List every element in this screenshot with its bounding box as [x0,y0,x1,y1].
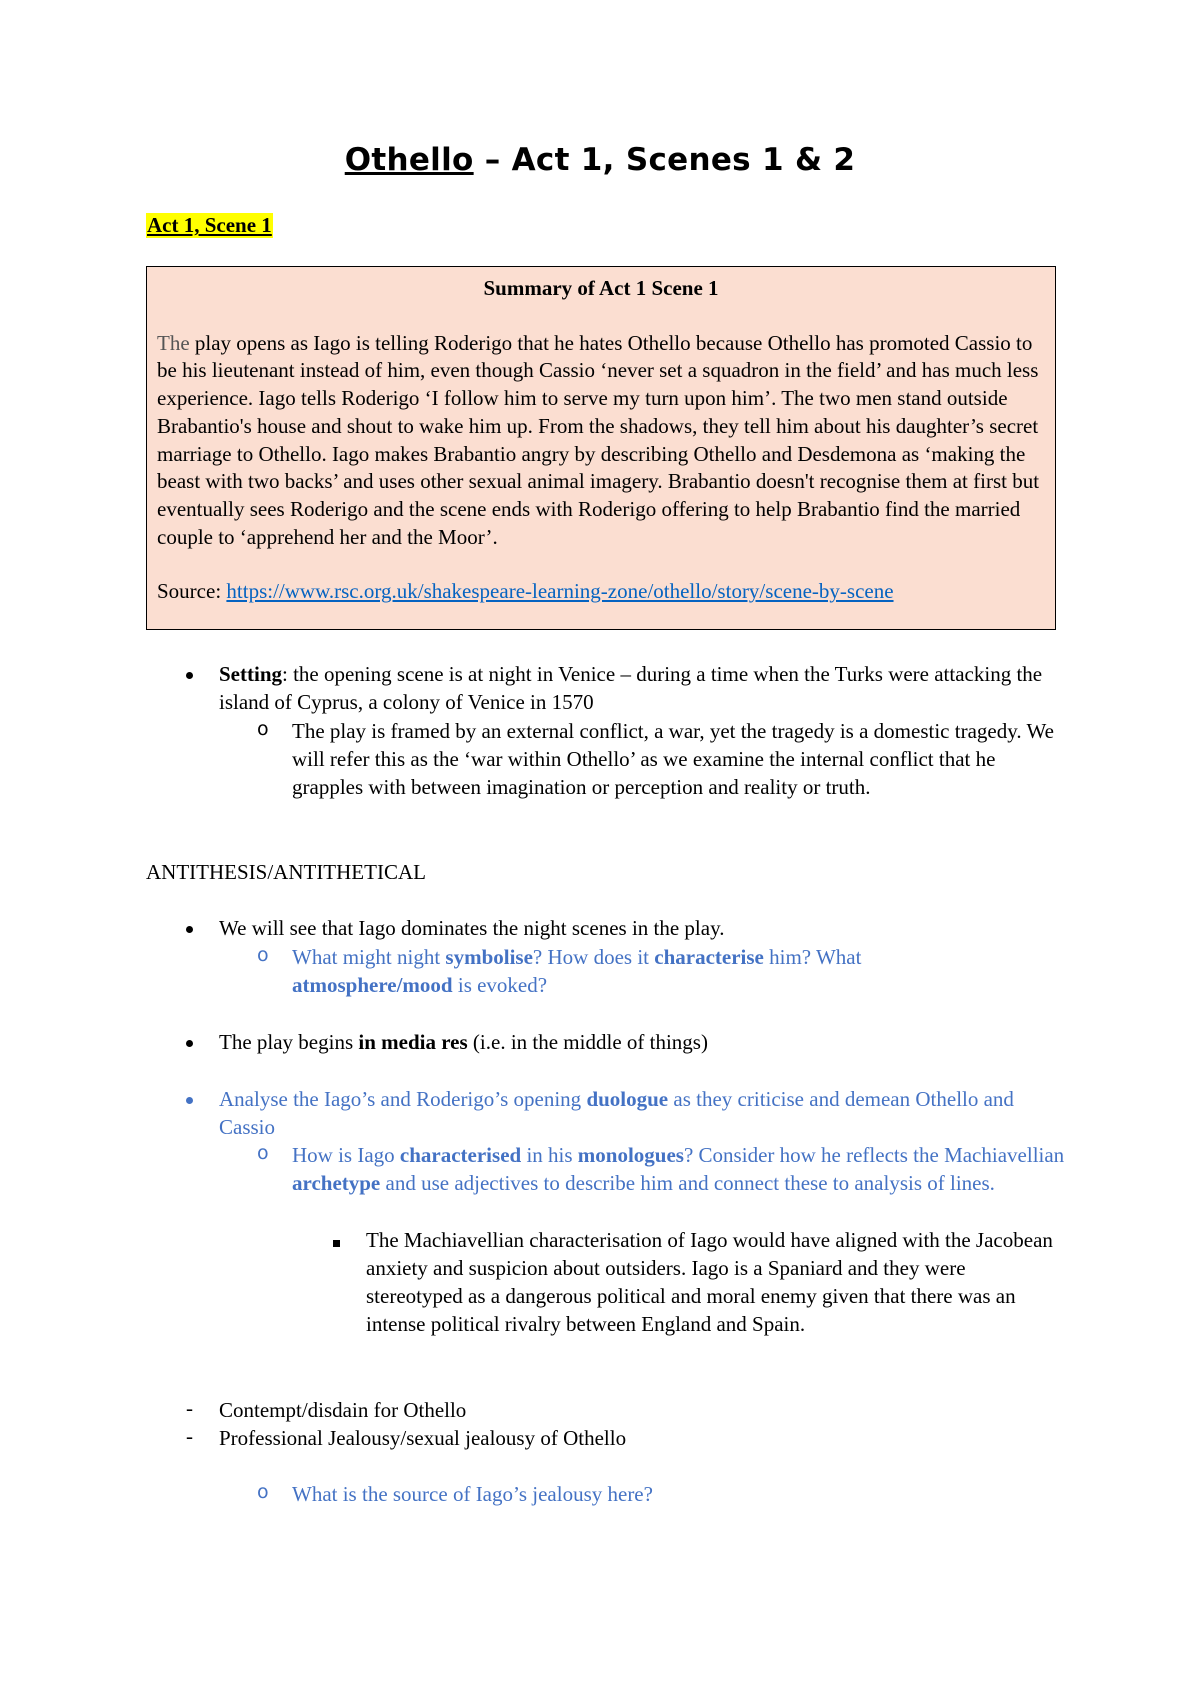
bullet-icon [186,672,193,679]
summary-heading: Summary of Act 1 Scene 1 [483,276,719,300]
night-q1: What might night [292,945,446,969]
duologue-pre: Analyse the Iago’s and Roderigo’s opening [219,1087,587,1111]
summary-body-rest: play opens as Iago is telling Roderigo that he hates Othello because Othello has promoted Cassio to be his lieutenant instead of him, even though Cassio ‘never set a squadron in the field’ and has much less experience. Iago tells Roderigo ‘I follow him to serve my turn upon him’. The two men stand outside Brabantio's house and shout to wake him up. From the shadows, they tell him about his daughter’s secret marriage to Othello. Iago makes Brabantio angry by describing Othello and Desdemona as ‘making the beast with two backs’ and uses other sexual animal imagery. Brabantio doesn't recognise them at first but eventually sees Roderigo and the scene ends with Roderigo offering to help Brabantio find the married couple to ‘apprehend her and the Moor’. [157,330,1040,549]
duologue-sub-d: monologues [577,1143,684,1167]
duologue-subsubitem: The Machiavellian characterisation of Iago would have aligned with the Jacobean anxiety and suspicion about outsiders. Iago is a Spaniard and they were stereotyped as a dangerous political and moral enemy given that there was an intense political rivalry between England and Spain. [366,1228,1053,1336]
setting-subitem: The play is framed by an external conflict, a war, yet the tragedy is a domestic tragedy. We will refer this as the ‘war within Othello’ as we examine the internal conflict that he grapples with between imagination or perception and reality or truth. [292,719,1054,799]
night-q3: him? What [763,945,862,969]
duologue-sub-g: and use adjectives to describe him and connect these to analysis of lines. [380,1171,995,1195]
media-res-pre: The play begins [219,1030,359,1054]
duologue-item [219,1085,1059,1141]
circle-bullet-icon: o [257,944,269,966]
final-question: What is the source of Iago’s jealousy here? [292,1482,653,1506]
summary-body [157,330,1045,552]
title-main: Othello [344,142,474,178]
bullet-icon [186,1040,193,1047]
page-title [0,142,1200,178]
setting-label: Setting [219,662,282,686]
media-res-post: (i.e. in the middle of things) [467,1030,708,1054]
duologue-sub-b: characterised [399,1143,522,1167]
media-res-bold: in media res [358,1030,468,1054]
summary-body-first: The [157,330,190,355]
scene-heading: Act 1, Scene 1 [147,213,272,237]
duologue-post: as they criticise and demean Othello and Cassio [219,1087,1014,1139]
night-q1-bold: symbolise [445,945,533,969]
circle-bullet-icon: o [257,1481,269,1503]
source-label: Source: [157,579,227,604]
title-rest: – Act 1, Scenes 1 & 2 [473,142,856,178]
duologue-sub-e: ? Consider how he reflects the Machiavellian [683,1143,1065,1167]
night-q2: ? How does it [532,945,655,969]
night-q2-bold: characterise [654,945,764,969]
night-item: We will see that Iago dominates the night scenes in the play. [219,916,725,940]
summary-box [146,266,1056,630]
antithesis-heading: ANTITHESIS/ANTITHETICAL [146,860,426,884]
duologue-sub-f: archetype [292,1171,381,1195]
night-question [292,943,982,999]
source-link[interactable]: https://www.rsc.org.uk/shakespeare-learning-zone/othello/story/scene-by-scene [226,579,894,604]
duologue-sub-a: How is Iago [292,1143,400,1167]
circle-bullet-icon: o [257,1142,269,1164]
duologue-bold: duologue [586,1087,669,1111]
night-q3-bold: atmosphere/mood [292,973,453,997]
setting-text: : the opening scene is at night in Venice – during a time when the Turks were attacking the island of Cyprus, a colony of Venice in 1570 [219,662,1043,714]
bullet-icon [186,1097,193,1104]
dash-item-1: Contempt/disdain for Othello [219,1398,467,1422]
bullet-icon [186,926,193,933]
dash-marker: - [186,1424,193,1448]
duologue-sub-c: in his [521,1143,578,1167]
night-q4: is evoked? [452,973,548,997]
summary-source [157,578,1045,606]
circle-bullet-icon: o [257,718,269,740]
dash-item-2: Professional Jealousy/sexual jealousy of Othello [219,1426,627,1450]
dash-marker: - [186,1396,193,1420]
square-bullet-icon [333,1240,340,1247]
duologue-subitem [292,1141,1072,1197]
setting-item [219,660,1059,716]
media-res-item [219,1028,1059,1056]
